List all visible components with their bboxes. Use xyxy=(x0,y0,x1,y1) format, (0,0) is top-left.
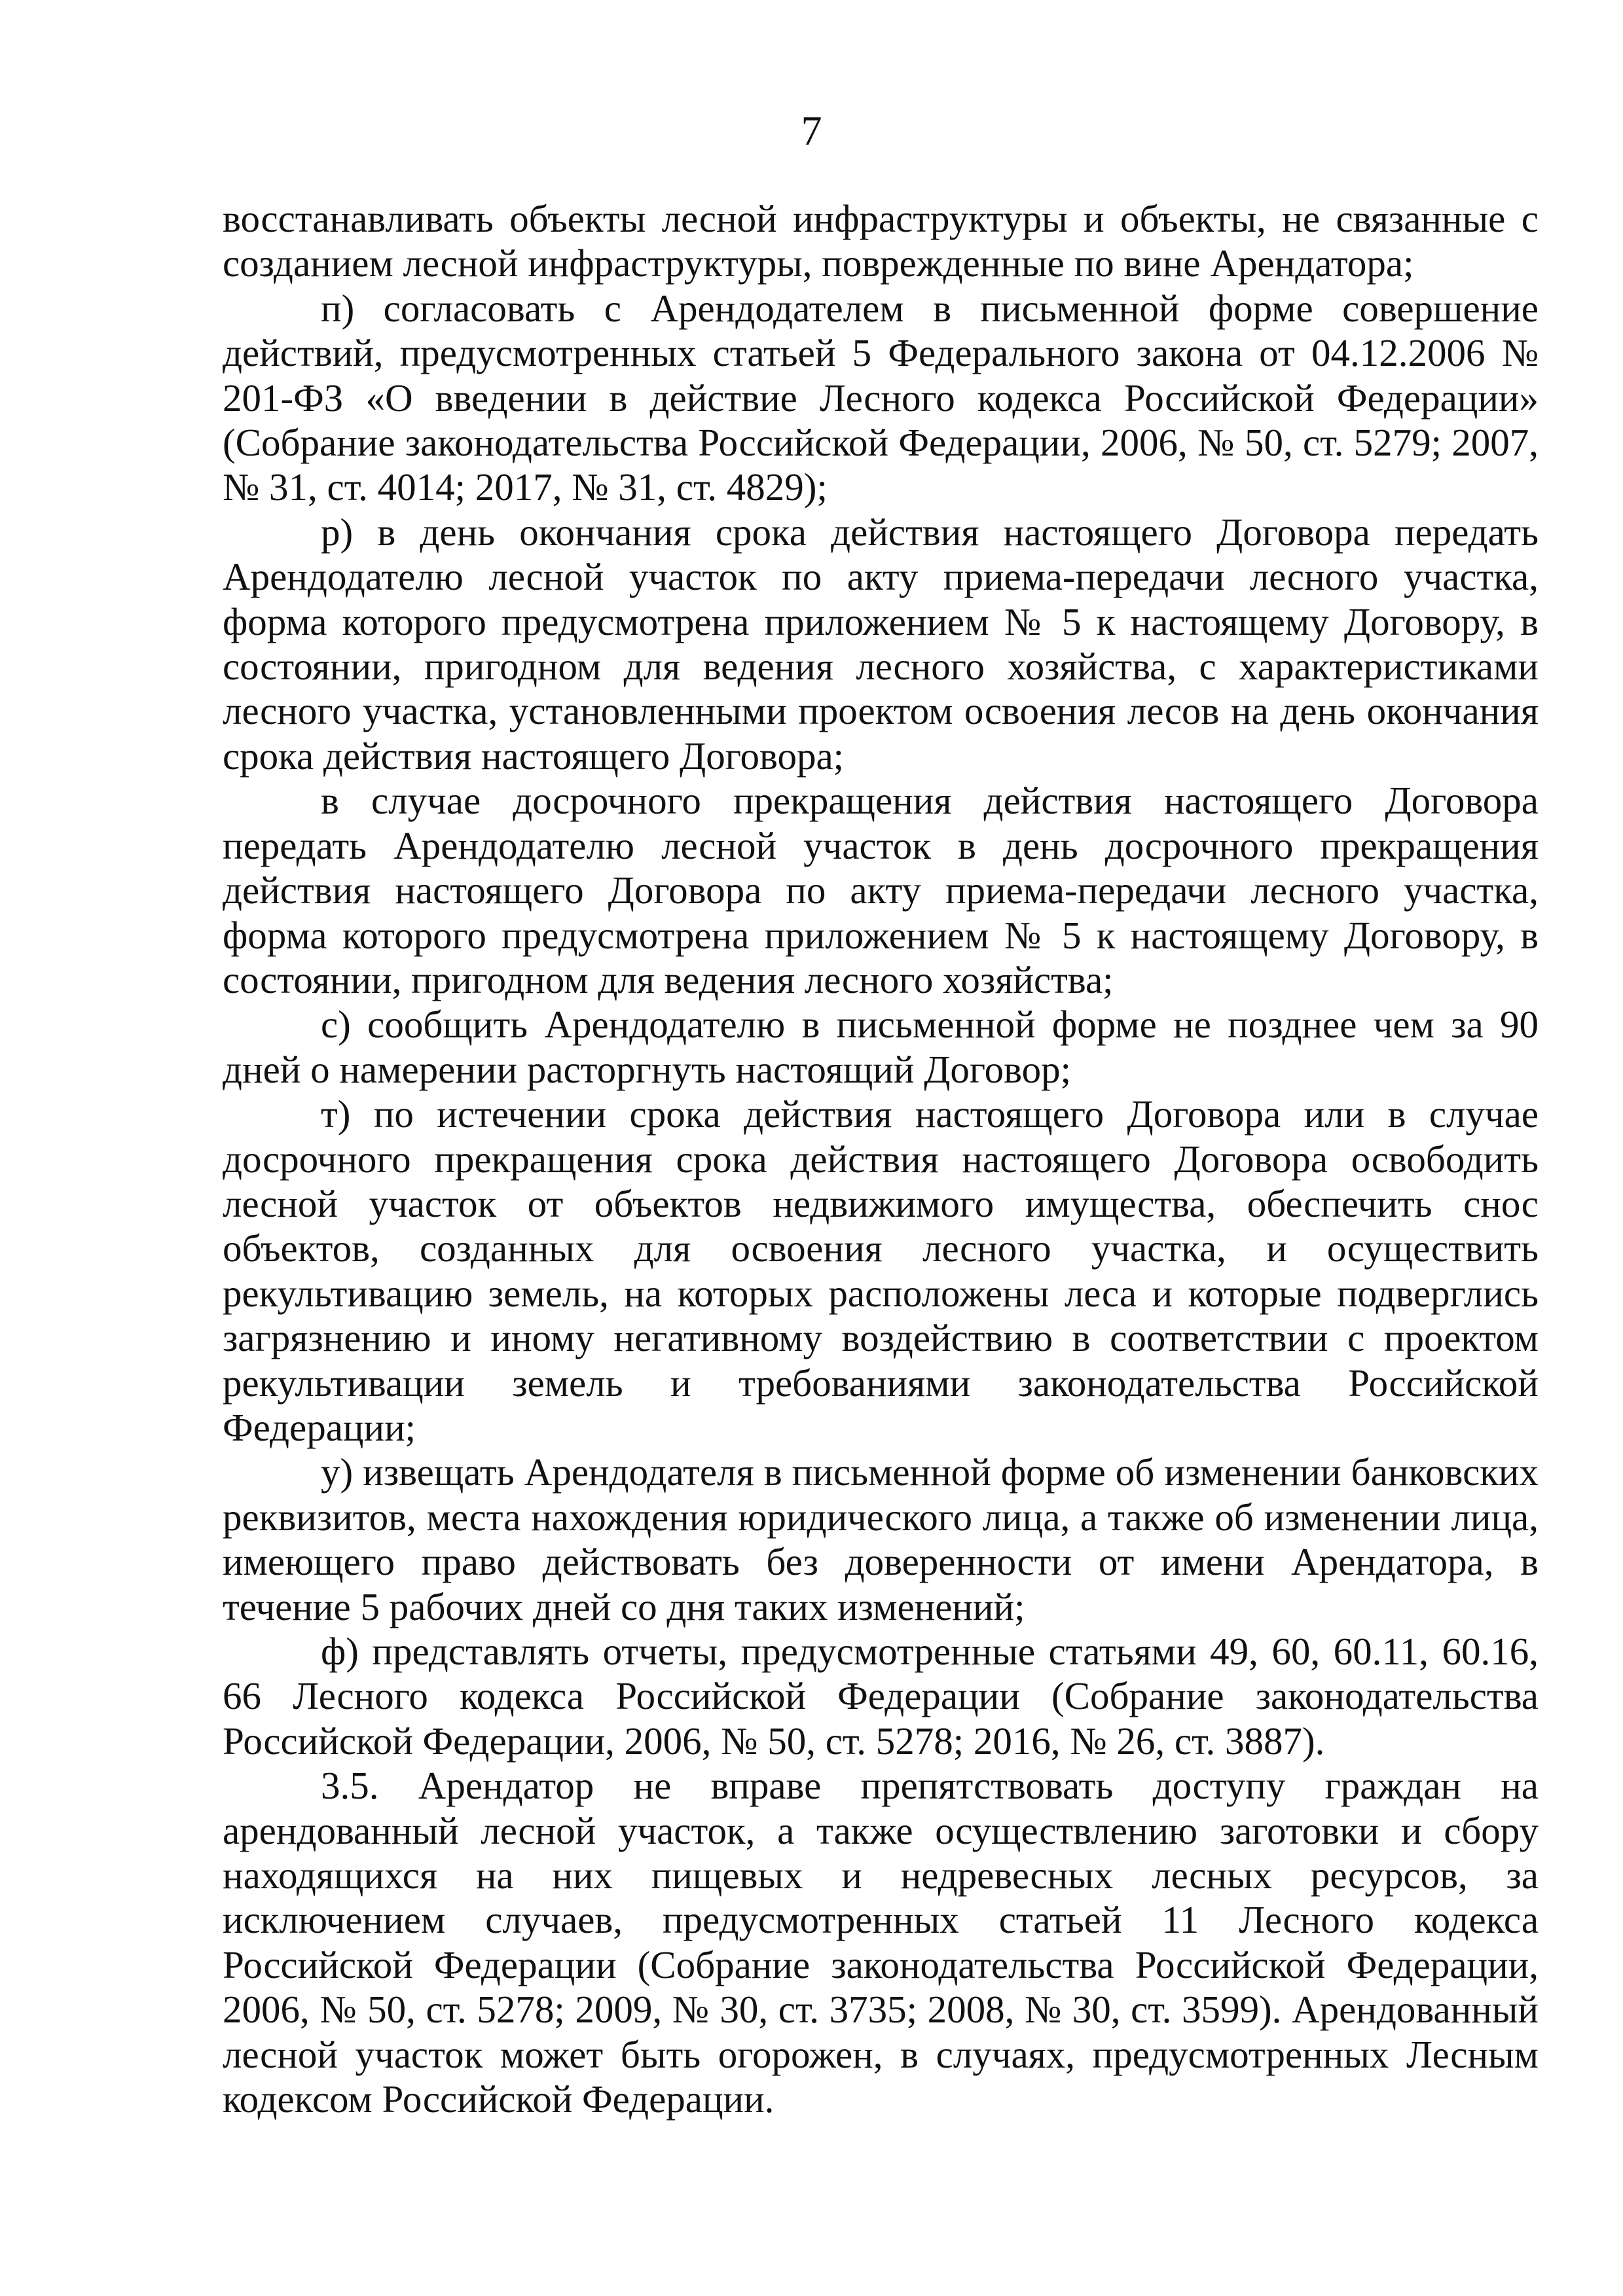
paragraph-item-p: п) согласовать с Арендодателем в письменной форме совершение действий, предусмотренных статьей 5 Федерального закона от 04.12.2006 № 201-ФЗ «О введении в действие Лесного кодекса Российской Федерации» (Собрание законодательства Российской Федерации, 2006, № 50, ст. 5279; 2007, № 31, ст. 4014; 2017, № 31, ст. 4829); xyxy=(223,286,1539,509)
paragraph-item-s: с) сообщить Арендодателю в письменной форме не позднее чем за 90 дней о намерении расторгнуть настоящий Договор; xyxy=(223,1003,1539,1091)
paragraph-early-termination: в случае досрочного прекращения действия настоящего Договора передать Арендодателю лесной участок в день досрочного прекращения действия настоящего Договора по акту приема-передачи лесного участка, форма которого предусмотрена приложением № 5 к настоящему Договору, в состоянии, пригодном для ведения лесного хозяйства; xyxy=(223,779,1539,1001)
paragraph-item-t: т) по истечении срока действия настоящего Договора или в случае досрочного прекращения срока действия настоящего Договора освободить лесной участок от объектов недвижимого имущества, обеспечить снос объектов, созданных для освоения лесного участка, и осуществить рекультивацию земель, на которых расположены леса и которые подверглись загрязнению и иному негативному воздействию в соответствии с проектом рекультивации земель и требованиями законодательства Российской Федерации; xyxy=(223,1092,1539,1449)
paragraph-item-f: ф) представлять отчеты, предусмотренные статьями 49, 60, 60.11, 60.16, 66 Лесного кодекса Российской Федерации (Собрание законодательства Российской Федерации, 2006, № 50, ст. 5278; 2016, № 26, ст. 3887). xyxy=(223,1630,1539,1763)
paragraph-item-r: р) в день окончания срока действия настоящего Договора передать Арендодателю лесной участок по акту приема-передачи лесного участка, форма которого предусмотрена приложением № 5 к настоящему Договору, в состоянии, пригодном для ведения лесного хозяйства, с характеристиками лесного участка, установленными проектом освоения лесов на день окончания срока действия настоящего Договора; xyxy=(223,510,1539,778)
paragraph-continuation: восстанавливать объекты лесной инфраструктуры и объекты, не связанные с созданием лесной инфраструктуры, поврежденные по вине Арендатора; xyxy=(223,197,1539,285)
document-body xyxy=(223,196,1539,2121)
paragraph-section-3-5: 3.5. Арендатор не вправе препятствовать доступу граждан на арендованный лесной участок, а также осуществлению заготовки и сбору находящихся на них пищевых и недревесных лесных ресурсов, за исключением случаев, предусмотренных статьей 11 Лесного кодекса Российской Федерации (Собрание законодательства Российской Федерации, 2006, № 50, ст. 5278; 2009, № 30, ст. 3735; 2008, № 30, ст. 3599). Арендованный лесной участок может быть огорожен, в случаях, предусмотренных Лесным кодексом Российской Федерации. xyxy=(223,1764,1539,2121)
page-number: 7 xyxy=(801,107,822,154)
paragraph-item-u: у) извещать Арендодателя в письменной форме об изменении банковских реквизитов, места нахождения юридического лица, а также об изменении лица, имеющего право действовать без доверенности от имени Арендатора, в течение 5 рабочих дней со дня таких изменений; xyxy=(223,1450,1539,1628)
